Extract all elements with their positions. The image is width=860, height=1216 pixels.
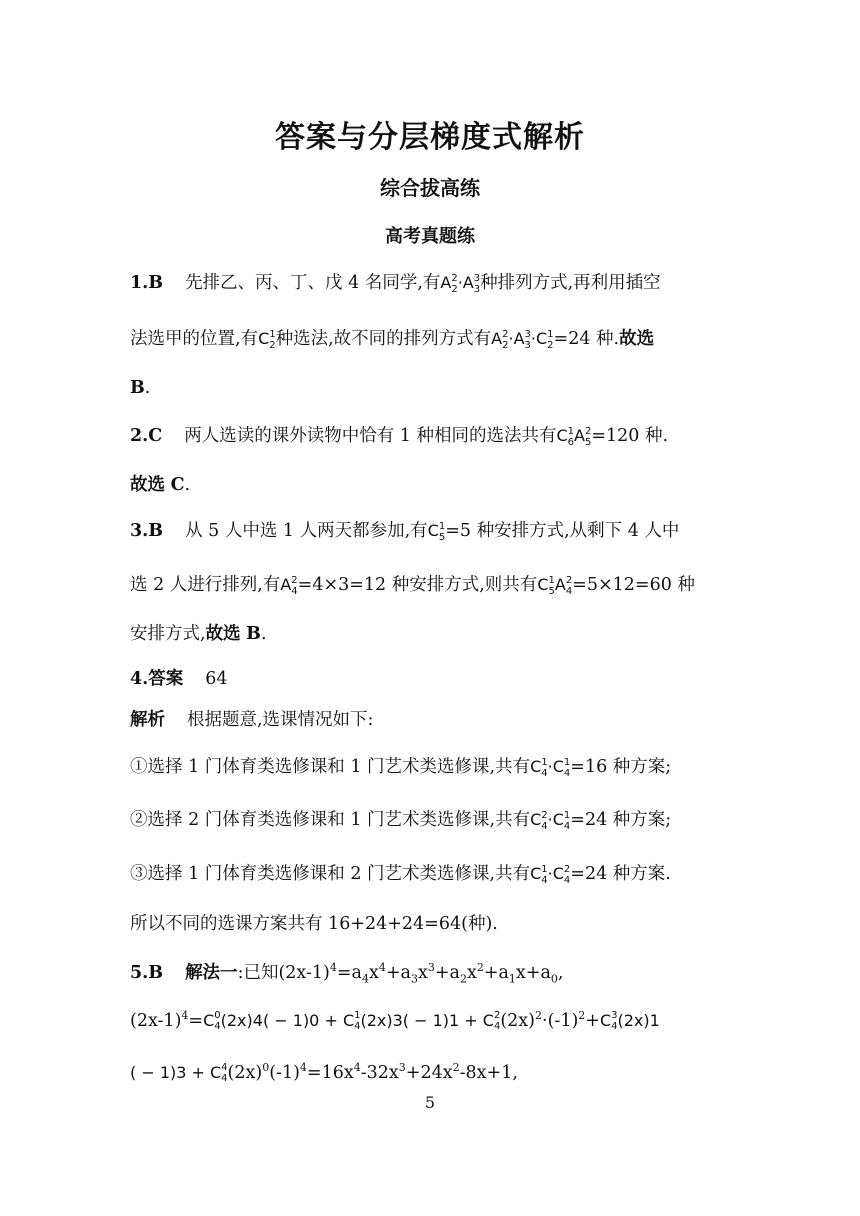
exp: 2 <box>578 1009 586 1022</box>
q5-text: x <box>466 962 477 983</box>
exp: 3 <box>427 961 435 974</box>
q5-text: (2x) <box>227 1062 263 1083</box>
q5-line-2 <box>130 1003 660 1034</box>
q5-line-3 <box>130 1055 518 1086</box>
q3-text: 选 2 人进行排列,有 <box>130 575 281 595</box>
formula-C: C 0 4 <box>203 1010 221 1033</box>
sub: 3 <box>410 972 418 986</box>
q5-math: (2x)1 <box>617 1010 660 1030</box>
q5-text: = <box>188 1010 204 1031</box>
punct: . <box>184 475 191 495</box>
q5-text: =16x <box>306 1062 354 1083</box>
q3-number: 3.B <box>130 521 164 541</box>
q2-text: =120 种. <box>591 426 669 446</box>
q2-line-2 <box>130 472 190 498</box>
exp: 4 <box>181 1009 189 1022</box>
formula-CC: C 2 4 ·C 1 4 <box>530 809 571 832</box>
q5-text: (2x-1) <box>130 1010 182 1031</box>
q4-text: =16 种方案; <box>570 757 672 777</box>
choice-label: 故选 <box>619 329 655 349</box>
q5-text: +a <box>483 962 509 983</box>
sub: 0 <box>550 972 558 986</box>
q4-line-1 <box>130 666 228 692</box>
choice-letter: B <box>246 624 261 644</box>
punct: . <box>144 378 151 398</box>
page-number: 5 <box>424 1093 436 1112</box>
q5-math: (2x)3( − 1)1 + <box>360 1010 483 1030</box>
formula-C: C 2 4 <box>482 1010 501 1033</box>
q1-number: 1.B <box>130 273 164 293</box>
q5-text: x <box>417 962 428 983</box>
q4-text: ②选择 2 门体育类选修课和 1 门艺术类选修课,共有 <box>130 810 531 830</box>
q5-math: ( − 1)3 + <box>130 1062 210 1082</box>
sub: 2 <box>459 972 467 986</box>
q5-math: (2x)4( − 1)0 + <box>220 1010 343 1030</box>
q4-line-2 <box>130 707 373 733</box>
exp: 2 <box>535 1009 543 1022</box>
page-title: 答案与分层梯度式解析 <box>275 120 585 155</box>
formula-A: A 2 4 <box>280 574 298 597</box>
q5-text: x+a <box>515 962 551 983</box>
q4-text: ③选择 1 门体育类选修课和 2 门艺术类选修课,共有 <box>130 864 531 884</box>
exp: 4 <box>329 961 337 974</box>
q5-text: (2x) <box>500 1010 536 1031</box>
q2-line-1 <box>130 423 668 449</box>
q1-text: 种排列方式,再利用插空 <box>480 273 661 293</box>
q5-text: -32x <box>360 1062 399 1083</box>
q5-text: +a <box>434 962 460 983</box>
q1-line-2 <box>130 326 654 352</box>
q4-case-3 <box>130 861 671 887</box>
q3-line-2 <box>130 572 695 598</box>
formula-CC: C 1 4 ·C 1 4 <box>530 756 571 779</box>
q3-line-3 <box>130 621 267 647</box>
punct: . <box>260 624 267 644</box>
q5-number: 5.B <box>130 962 164 983</box>
formula-A: A 2 2 ·A 3 3 <box>440 272 481 295</box>
formula-ACC: A 2 2 ·A 3 3 ·C 1 2 <box>491 328 554 351</box>
formula-CA: C 1 6 A 2 5 <box>556 425 592 448</box>
formula-C: C 1 4 <box>342 1010 361 1033</box>
q2-number: 2.C <box>130 426 163 446</box>
q4-sum <box>130 911 498 937</box>
q5-line-1 <box>130 955 563 992</box>
exp: 4 <box>353 1061 361 1074</box>
q3-text: =4×3=12 种安排方式,则共有 <box>297 575 538 595</box>
method-label: 解法一 <box>185 962 238 983</box>
q3-text: =5×12=60 种 <box>572 575 695 595</box>
choice-label: 故选 <box>205 624 241 644</box>
q5-text: =a <box>336 962 362 983</box>
exp: 4 <box>299 1061 307 1074</box>
q3-text: =5 种安排方式,从剩下 4 人中 <box>445 521 680 541</box>
exp: 4 <box>378 961 386 974</box>
q4-number: 4.答案 <box>130 669 184 689</box>
q4-answer: 64 <box>205 669 228 689</box>
q4-text: =24 种方案; <box>570 810 672 830</box>
q5-text: (-1) <box>269 1062 300 1083</box>
q1-line-3 <box>130 375 150 401</box>
formula-CA: C 1 5 A 2 4 <box>537 574 573 597</box>
analysis-label: 解析 <box>130 710 165 730</box>
q5-text: , <box>557 962 564 983</box>
q4-text: 根据题意,选课情况如下: <box>187 710 374 730</box>
q5-text: +24x <box>405 1062 453 1083</box>
q5-text: :已知(2x-1) <box>237 962 330 983</box>
q1-text: 先排乙、丙、丁、戊 4 名同学,有 <box>185 273 441 293</box>
sub: 4 <box>361 972 369 986</box>
q1-line-1 <box>130 270 661 296</box>
q5-text: x <box>368 962 379 983</box>
formula-C: C 1 5 <box>427 520 446 543</box>
q5-text: ·(-1) <box>542 1010 579 1031</box>
q1-text: 种选法,故不同的排列方式有 <box>275 329 492 349</box>
choice-label: 故选 <box>130 475 165 495</box>
sub: 1 <box>508 972 516 986</box>
q4-text: =24 种方案. <box>570 864 671 884</box>
exp: 2 <box>452 1061 460 1074</box>
formula-C: C 3 4 <box>599 1010 618 1033</box>
exp: 3 <box>398 1061 406 1074</box>
q1-text: =24 种. <box>553 329 620 349</box>
exp: 0 <box>262 1061 270 1074</box>
q5-text: +a <box>385 962 411 983</box>
q4-case-2 <box>130 807 671 833</box>
choice-letter: B <box>130 378 145 398</box>
q4-case-1 <box>130 754 671 780</box>
q1-text: 法选甲的位置,有 <box>130 329 259 349</box>
q5-text: -8x+1, <box>459 1062 518 1083</box>
formula-C: C 4 4 <box>210 1062 228 1085</box>
exp: 2 <box>476 961 484 974</box>
formula-C: C 1 2 <box>258 328 276 351</box>
q2-text: 两人选读的课外读物中恰有 1 种相同的选法共有 <box>184 426 557 446</box>
q3-line-1 <box>130 518 679 544</box>
choice-letter: C <box>170 475 185 495</box>
q4-text: 所以不同的选课方案共有 16+24+24=64(种). <box>130 914 498 934</box>
q5-text: + <box>585 1010 600 1031</box>
q3-text: 安排方式, <box>130 624 206 644</box>
q4-text: ①选择 1 门体育类选修课和 1 门艺术类选修课,共有 <box>130 757 531 777</box>
q3-text: 从 5 人中选 1 人两天都参加,有 <box>185 521 428 541</box>
formula-CC: C 1 4 ·C 2 4 <box>530 863 571 886</box>
section-title: 综合拔高练 <box>380 176 480 200</box>
subsection-title: 高考真题练 <box>385 226 475 247</box>
